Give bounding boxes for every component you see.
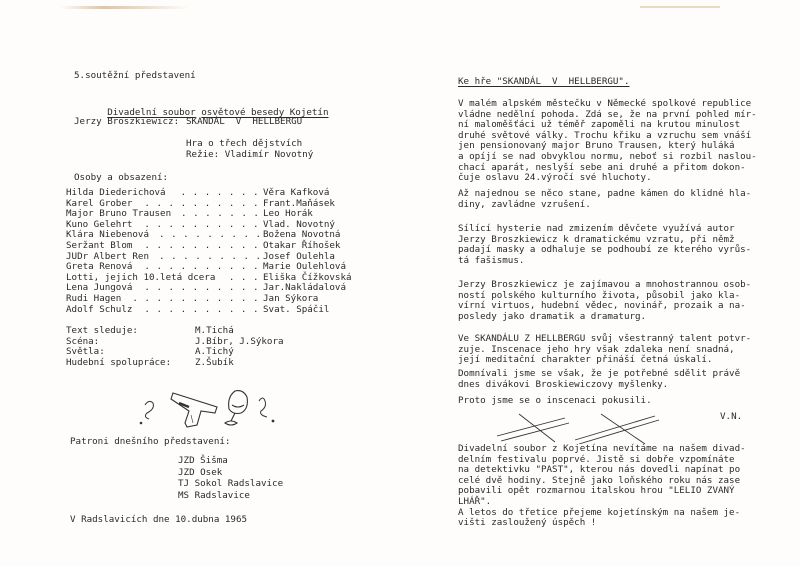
- cast-role: Karel Grober: [66, 197, 133, 209]
- paper-stain: [60, 6, 190, 9]
- article-paragraph-3: Sílící hysterie nad zmizením děvčete využívá autor Jerzy Broszkiewicz k dramatickému vzratu, při němž padají masky a odhaluje se podhoubí ze kterého vyrůs- tá fašismus.: [458, 223, 752, 266]
- cast-role: Rudi Hagen: [66, 293, 122, 304]
- cast-actor: Vlad. Novotný: [263, 218, 335, 230]
- cast-row: [66, 304, 386, 315]
- leader-dots: . . . . . . . . .: [153, 250, 262, 262]
- cast-row: [66, 229, 386, 240]
- crew-label: Text sleduje:: [66, 325, 138, 336]
- leader-dots: . . . . . . . . . .: [138, 218, 259, 230]
- cast-actor: Věra Kafková: [263, 187, 330, 198]
- play-subtitle: Hra o třech dějstvích: [186, 138, 303, 149]
- leader-dots: . . . . . . .: [175, 208, 260, 220]
- cast-role: Lotti, jejich 10.letá dcera: [66, 271, 216, 283]
- cast-actor: Jan Sýkora: [263, 293, 319, 304]
- cast-role: Kuno Gelehrt: [66, 218, 133, 230]
- article-heading: Ke hře "SKANDÁL V HELLBERGU".: [458, 76, 630, 87]
- article-paragraph-7: Proto jsme se o inscenaci pokusili.: [458, 395, 652, 406]
- signature-initials: V.N.: [720, 411, 743, 422]
- article-paragraph-5: Ve SKANDÁLU Z HELLBERGU svůj všestranný talent potvr- zuje. Inscenace jeho hry však zdaleka není snadná, její meditační charakter přináší četná úskalí.: [458, 333, 752, 366]
- cast-role: Hilda Diederichová: [66, 187, 166, 198]
- performance-number: 5.soutěžní představení: [74, 70, 196, 81]
- leader-dots: . . .: [222, 271, 259, 283]
- cast-actor: Leo Horák: [263, 208, 313, 220]
- divider-ornament: [495, 408, 665, 444]
- cast-role: JUDr Albert Ren: [66, 250, 149, 262]
- cast-role: Major Bruno Trausen: [66, 208, 172, 220]
- illustration: [135, 385, 285, 435]
- cast-actor: Josef Oulehla: [263, 250, 335, 262]
- article-paragraph-4: Jerzy Broszkiewicz je zajímavou a mnohostrannou osob- ností polského kulturního života, působil jako kla- vírní virtuos, hudební vědec, novinář, prozaik a na- posledy jako dramatik a dramaturg.: [458, 279, 752, 322]
- leader-dots: . . . . . . . . . . .: [126, 293, 259, 304]
- director: Režie: Vladimír Novotný: [186, 149, 314, 160]
- cast-row: [66, 251, 386, 262]
- crew-label: Hudební spolupráce:: [66, 356, 172, 368]
- patron-item: MS Radslavice: [178, 489, 250, 501]
- cast-row: [66, 282, 386, 293]
- cast-actor: Frant.Maňásek: [263, 197, 335, 209]
- paper-stain: [640, 6, 720, 8]
- cast-role: Seržant Blom: [66, 240, 133, 251]
- cast-actor: Otakar Říhošek: [263, 240, 341, 251]
- cast-role: Klára Niebenová: [66, 229, 149, 241]
- cast-heading: Osoby a obsazení:: [74, 172, 169, 183]
- question-mark-icon: [140, 401, 153, 423]
- cast-role: Adolf Schulz: [66, 303, 133, 315]
- leader-dots: . . . . . . . . . .: [138, 197, 259, 209]
- leader-dots: . . . . . . .: [174, 187, 259, 198]
- wine-glass-icon: [225, 391, 247, 425]
- cast-actor: Jar.Nakládalová: [263, 282, 346, 294]
- article-paragraph-2: Až najednou se něco stane, padne kámen do klidné hla- diny, zavládne vzrušení.: [458, 188, 752, 210]
- leader-dots: . . . . . . . . . .: [138, 261, 259, 273]
- cast-role: Greta Renová: [66, 261, 133, 273]
- cast-actor: Eliška Čížkovská: [263, 271, 352, 283]
- leader-dots: . . . . . . . . .: [153, 229, 262, 241]
- cast-actor: Božena Novotná: [263, 229, 341, 241]
- cast-row: [66, 261, 386, 272]
- leader-dots: . . . . . . . . . .: [138, 303, 259, 315]
- cast-row: [66, 187, 386, 198]
- ensemble-title-part2: osvětové besedy Kojetín: [201, 107, 329, 118]
- author: Jerzy Broszkiewicz:: [74, 116, 180, 127]
- play-title: SKANDÁL V HELLBERGU: [186, 116, 303, 127]
- place-date: V Radslavicích dne 10.dubna 1965: [70, 514, 248, 525]
- pistol-icon: [171, 393, 217, 427]
- leader-dots: . . . . . . . . . .: [138, 240, 259, 251]
- patrons-heading: Patroni dnešního představení:: [70, 436, 231, 447]
- crew-label: Světla:: [66, 346, 105, 358]
- cast-role: Lena Jungová: [66, 282, 133, 294]
- patron-item: JZD Osek: [178, 466, 223, 478]
- cast-row: [66, 198, 386, 209]
- cast-actor: Svat. Spáčil: [263, 303, 330, 315]
- crew-value: Z.Šubík: [195, 356, 234, 368]
- crew-value: A.Tichý: [195, 346, 234, 358]
- cast-actor: Marie Oulehlová: [263, 261, 346, 273]
- patron-item: JZD Šišma: [178, 455, 228, 466]
- leader-dots: . . . . . . . . . .: [138, 282, 259, 294]
- cast-row: [66, 240, 386, 251]
- cast-row: [66, 272, 386, 283]
- cast-row: [66, 208, 386, 219]
- question-mark-icon: [259, 398, 274, 422]
- cast-row: [66, 219, 386, 230]
- article-paragraph-6: Domnívali jsme se však, že je potřebné sdělit právě dnes divákovi Broskiewiczovy myšlenky.: [458, 368, 741, 390]
- cast-row: [66, 293, 386, 304]
- crew-label: Scéna:: [66, 335, 100, 347]
- patron-item: TJ Sokol Radslavice: [178, 478, 284, 489]
- article-paragraph-1: V malém alpském městečku v Německé spolkové republice vládne nedělní pohoda. Zdá se, že na první pohled mír- ní maloměšťáci už téměř zapoměli na krutou minulost druhé světové války. Trochu křiku a vzruchu sem vnáší jen pensionovaný major Bruno Trausen, který huláká a opíjí se nad obvyklou normu, neboť si rozbil naslou- chací aparát, neslyší sebe ani druhé a přitom dokon- čuje oslavu 24.výročí své hluchoty.: [458, 98, 757, 184]
- crew-value: M.Tichá: [195, 325, 234, 336]
- ensemble-title-part1: Divadelní soubor: [107, 107, 196, 118]
- crew-value: J.Bíbr, J.Sýkora: [195, 335, 284, 347]
- closing-paragraph: Divadelní soubor z Kojetína nevítáme na našem divad- delním festivalu poprvé. Jistě si dobře vzpomínáte na detektivku "PAST", kterou nás dovedli napínat po celé dvě hodiny. Stejně jako loňského roku nás zase pobavili opět rozmarnou italskou hrou "LELIO ZVANÝ LHÁŘ". A letos do třetice přejeme kojetínským na našem je- višti zasloužený úspěch !: [458, 443, 746, 529]
